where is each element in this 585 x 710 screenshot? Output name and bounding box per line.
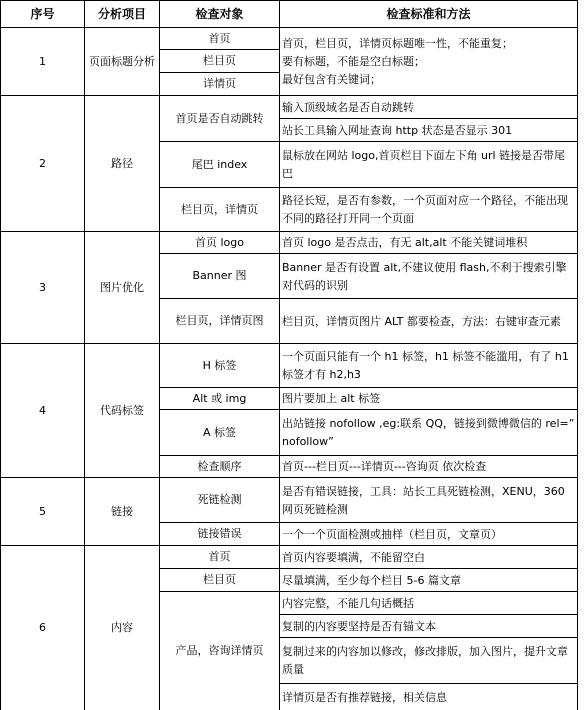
row5-standard-2: 一个一个页面检测或抽样（栏目页，文章页）: [280, 523, 578, 546]
row4-standard-1: 一个页面只能有一个 h1 标签，h1 标签不能滥用，有了 h1 标签才有 h2,h3: [280, 344, 578, 388]
row2-object-1: 首页是否自动跳转: [160, 96, 280, 142]
row3-object-1: 首页 logo: [160, 232, 280, 254]
row2-no: 2: [1, 96, 85, 232]
row4-object-1: H 标签: [160, 344, 280, 388]
row6-object-1: 首页: [160, 546, 280, 569]
row4-no: 4: [1, 344, 85, 478]
row1-object-2: 栏目页: [160, 50, 280, 73]
header-no: 序号: [1, 1, 85, 28]
row6-standard-1: 首页内容要填满，不能留空白: [280, 546, 578, 569]
row1-object-1: 首页: [160, 28, 280, 50]
row5-standard-1: 是否有错误链接，工具：站长工具死链检测，XENU，360 网页死链检测: [280, 478, 578, 523]
row1-standard-line-2: 要有标题，不能是空白标题；: [282, 55, 425, 68]
row5-object-2: 链接错误: [160, 523, 280, 546]
row3-standard-1: 首页 logo 是否点击，有无 alt,alt 不能关键词堆积: [280, 232, 578, 254]
row4-standard-4: 首页---栏目页---详情页---咨询页 依次检查: [280, 456, 578, 478]
row2-standard-2: 站长工具输入网址查询 http 状态是否显示 301: [280, 119, 578, 142]
left-border: [0, 0, 1, 710]
row3-no: 3: [1, 232, 85, 344]
top-border: [0, 0, 578, 1]
row6-standard-2: 尽量填满，至少每个栏目 5-6 篇文章: [280, 569, 578, 592]
row6-standard-5: 复制过来的内容加以修改，修改排版，加入图片，提升文章质量: [280, 638, 578, 684]
row6-object-3: 产品，咨询详情页: [160, 592, 280, 710]
row1-no: 1: [1, 28, 85, 96]
row4-item: 代码标签: [85, 344, 160, 478]
row2-standard-3: 鼠标放在网站 logo,首页栏目下面左下角 url 链接是否带尾巴: [280, 142, 578, 188]
row2-standard-1: 输入顶级域名是否自动跳转: [280, 96, 578, 119]
header-standard: 检查标准和方法: [280, 1, 578, 28]
row6-standard-3: 内容完整，不能几句话概括: [280, 592, 578, 615]
row4-standard-3: 出站链接 nofollow ,eg:联系 QQ，链接到微博微信的 rel=” nofollow”: [280, 410, 578, 456]
row2-object-2: 尾巴 index: [160, 142, 280, 188]
row1-standard-line-3: 最好包含有关键词；: [282, 73, 381, 86]
row2-item: 路径: [85, 96, 160, 232]
row6-object-2: 栏目页: [160, 569, 280, 592]
header-object: 检查对象: [160, 1, 280, 28]
row3-item: 图片优化: [85, 232, 160, 344]
row6-standard-6: 详情页是否有推荐链接，相关信息: [280, 684, 578, 710]
row3-object-3: 栏目页，详情页图: [160, 299, 280, 344]
row1-item: 页面标题分析: [85, 28, 160, 96]
row6-standard-4: 复制的内容要坚持是否有锚文本: [280, 615, 578, 638]
row4-object-4: 检查顺序: [160, 456, 280, 478]
header-item: 分析项目: [85, 1, 160, 28]
row6-no: 6: [1, 546, 85, 710]
row3-object-2: Banner 图: [160, 254, 280, 299]
row4-object-2: Alt 或 img: [160, 388, 280, 410]
row1-standard: [280, 28, 578, 96]
row1-standard-line-1: 首页，栏目页，详情页标题唯一性，不能重复；: [282, 37, 513, 50]
row2-standard-4: 路径长短，是否有参数，一个页面对应一个路径，不能出现不同的路径打开同一个页面: [280, 188, 578, 232]
row3-standard-2: Banner 是否有设置 alt,不建议使用 flash,不利于搜索引擎对代码的识别: [280, 254, 578, 299]
row3-standard-3: 栏目页，详情页图片 ALT 都要检查，方法：右键审查元素: [280, 299, 578, 344]
row5-no: 5: [1, 478, 85, 546]
row5-item: 链接: [85, 478, 160, 546]
row2-object-3: 栏目页，详情页: [160, 188, 280, 232]
row4-object-3: A 标签: [160, 410, 280, 456]
row5-object-1: 死链检测: [160, 478, 280, 523]
row1-object-3: 详情页: [160, 73, 280, 96]
row4-standard-2: 图片要加上 alt 标签: [280, 388, 578, 410]
row6-item: 内容: [85, 546, 160, 710]
